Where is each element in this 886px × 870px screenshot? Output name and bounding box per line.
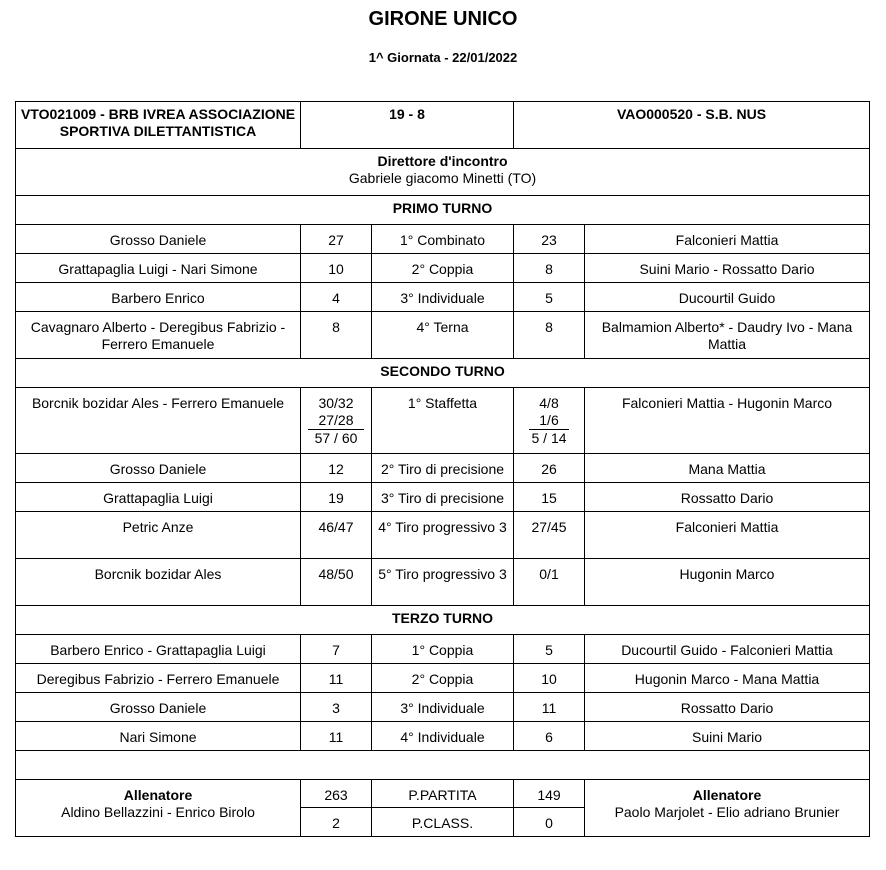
away-leg-1: 4/8	[539, 395, 559, 411]
match-score: 19 - 8	[301, 102, 514, 149]
home-score: 12	[301, 454, 372, 483]
away-player: Mana Mattia	[585, 454, 870, 483]
away-score: 27/45	[514, 512, 585, 559]
director-row	[16, 149, 870, 196]
empty-cell	[16, 751, 870, 780]
away-score: 15	[514, 483, 585, 512]
away-player: Suini Mario - Rossatto Dario	[585, 254, 870, 283]
away-partita-points: 149	[514, 780, 585, 808]
table-row	[16, 454, 870, 483]
home-player: Grosso Daniele	[16, 454, 301, 483]
home-score: 8	[301, 312, 372, 359]
section-row	[16, 196, 870, 225]
away-player: Ducourtil Guido	[585, 283, 870, 312]
table-row	[16, 388, 870, 454]
home-score: 27	[301, 225, 372, 254]
event-name: 2° Tiro di precisione	[372, 454, 514, 483]
event-name: 1° Coppia	[372, 635, 514, 664]
home-score: 7	[301, 635, 372, 664]
home-leg-2: 27/28	[308, 412, 363, 430]
event-name: 1° Staffetta	[372, 388, 514, 454]
table-row	[16, 225, 870, 254]
home-player: Petric Anze	[16, 512, 301, 559]
spacer-row	[16, 751, 870, 780]
home-team: VTO021009 - BRB IVREA ASSOCIAZIONE SPORTIVA DILETTANTISTICA	[16, 102, 301, 149]
away-score: 10	[514, 664, 585, 693]
away-score: 11	[514, 693, 585, 722]
home-player: Barbero Enrico	[16, 283, 301, 312]
away-score: 6	[514, 722, 585, 751]
section-terzo-turno: TERZO TURNO	[16, 606, 870, 635]
home-player: Borcnik bozidar Ales - Ferrero Emanuele	[16, 388, 301, 454]
table-row	[16, 254, 870, 283]
away-coach-cell	[585, 780, 870, 837]
away-player: Falconieri Mattia - Hugonin Marco	[585, 388, 870, 454]
home-score: 3	[301, 693, 372, 722]
event-name: 4° Terna	[372, 312, 514, 359]
away-player: Rossatto Dario	[585, 693, 870, 722]
home-coach-cell	[16, 780, 301, 837]
match-sheet-table	[15, 101, 870, 837]
footer-row-partita	[16, 780, 870, 808]
event-name: 4° Tiro progressivo 3	[372, 512, 514, 559]
away-player: Suini Mario	[585, 722, 870, 751]
table-row	[16, 312, 870, 359]
table-row	[16, 512, 870, 559]
away-score-staffetta	[514, 388, 585, 454]
home-class-points: 2	[301, 808, 372, 837]
away-score: 5	[514, 635, 585, 664]
home-score: 11	[301, 722, 372, 751]
home-score-staffetta	[301, 388, 372, 454]
event-name: 2° Coppia	[372, 664, 514, 693]
home-player: Barbero Enrico - Grattapaglia Luigi	[16, 635, 301, 664]
table-row	[16, 635, 870, 664]
home-player: Grattapaglia Luigi	[16, 483, 301, 512]
home-score: 10	[301, 254, 372, 283]
away-team: VAO000520 - S.B. NUS	[514, 102, 870, 149]
table-row	[16, 693, 870, 722]
event-name: 3° Tiro di precisione	[372, 483, 514, 512]
event-name: 4° Individuale	[372, 722, 514, 751]
home-score: 19	[301, 483, 372, 512]
home-player: Cavagnaro Alberto - Deregibus Fabrizio - Ferrero Emanuele	[16, 312, 301, 359]
director-name: Gabriele giacomo Minetti (TO)	[348, 170, 537, 186]
home-score: 4	[301, 283, 372, 312]
away-staffetta-total: 5 / 14	[531, 430, 567, 446]
away-coach-label: Allenatore	[692, 787, 762, 803]
away-player: Rossatto Dario	[585, 483, 870, 512]
event-name: 5° Tiro progressivo 3	[372, 559, 514, 606]
home-staffetta-total: 57 / 60	[314, 430, 358, 446]
away-player: Hugonin Marco	[585, 559, 870, 606]
director-label: Direttore d'incontro	[377, 153, 508, 169]
home-player: Grosso Daniele	[16, 693, 301, 722]
class-label: P.CLASS.	[372, 808, 514, 837]
page-title: GIRONE UNICO	[368, 8, 518, 30]
event-name: 1° Combinato	[372, 225, 514, 254]
home-score: 46/47	[301, 512, 372, 559]
away-score: 8	[514, 312, 585, 359]
home-coach-names: Aldino Bellazzini - Enrico Birolo	[61, 804, 255, 820]
home-player: Deregibus Fabrizio - Ferrero Emanuele	[16, 664, 301, 693]
away-player: Ducourtil Guido - Falconieri Mattia	[585, 635, 870, 664]
table-row	[16, 722, 870, 751]
home-player: Grosso Daniele	[16, 225, 301, 254]
away-score: 0/1	[514, 559, 585, 606]
home-leg-1: 30/32	[318, 395, 354, 411]
match-header-row	[16, 102, 870, 149]
table-row	[16, 664, 870, 693]
away-player: Hugonin Marco - Mana Mattia	[585, 664, 870, 693]
home-player: Borcnik bozidar Ales	[16, 559, 301, 606]
home-partita-points: 263	[301, 780, 372, 808]
away-coach-names: Paolo Marjolet - Elio adriano Brunier	[614, 804, 840, 820]
home-score: 48/50	[301, 559, 372, 606]
away-score: 26	[514, 454, 585, 483]
director-cell	[16, 149, 870, 196]
section-primo-turno: PRIMO TURNO	[16, 196, 870, 225]
away-leg-2: 1/6	[529, 412, 568, 430]
partita-label: P.PARTITA	[372, 780, 514, 808]
away-score: 8	[514, 254, 585, 283]
section-row	[16, 359, 870, 388]
table-row	[16, 483, 870, 512]
home-player: Nari Simone	[16, 722, 301, 751]
table-row	[16, 559, 870, 606]
away-player: Falconieri Mattia	[585, 512, 870, 559]
table-row	[16, 283, 870, 312]
home-score: 11	[301, 664, 372, 693]
page-subtitle: 1^ Giornata - 22/01/2022	[368, 50, 518, 65]
away-player: Balmamion Alberto* - Daudry Ivo - Mana Mattia	[585, 312, 870, 359]
away-player: Falconieri Mattia	[585, 225, 870, 254]
home-coach-label: Allenatore	[123, 787, 193, 803]
home-player: Grattapaglia Luigi - Nari Simone	[16, 254, 301, 283]
away-class-points: 0	[514, 808, 585, 837]
event-name: 3° Individuale	[372, 693, 514, 722]
section-row	[16, 606, 870, 635]
away-score: 5	[514, 283, 585, 312]
away-score: 23	[514, 225, 585, 254]
section-secondo-turno: SECONDO TURNO	[16, 359, 870, 388]
event-name: 2° Coppia	[372, 254, 514, 283]
event-name: 3° Individuale	[372, 283, 514, 312]
